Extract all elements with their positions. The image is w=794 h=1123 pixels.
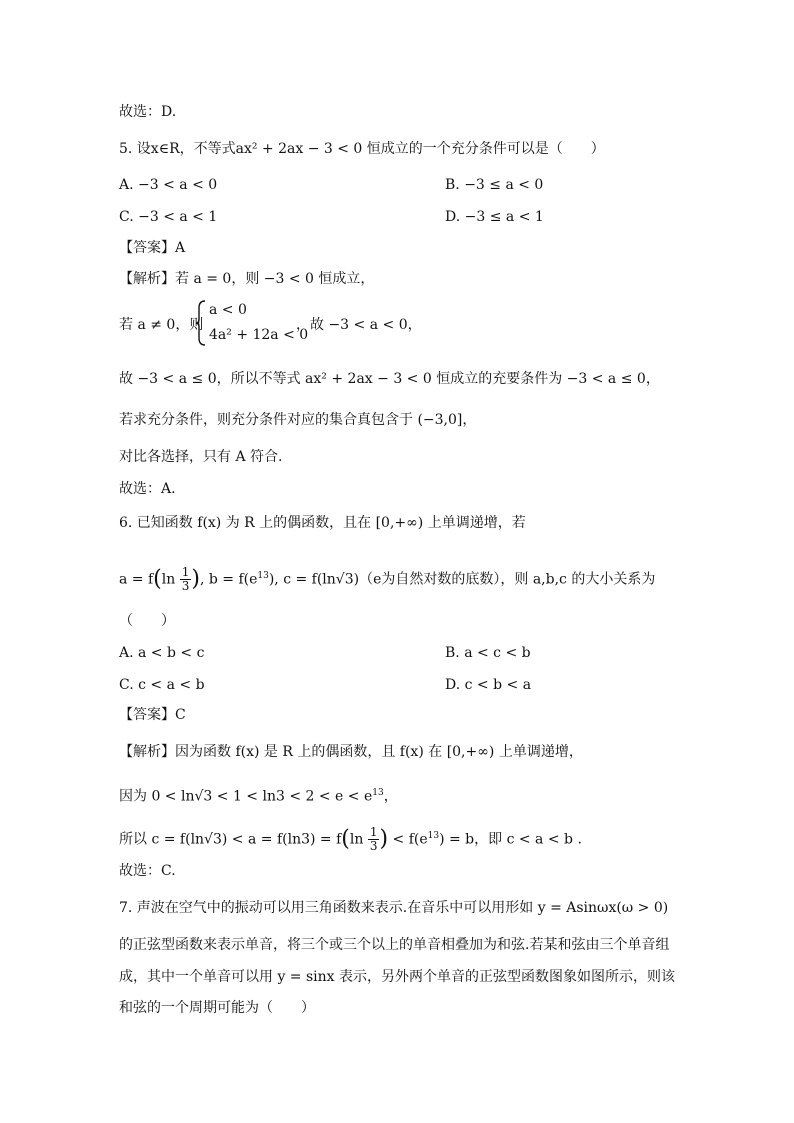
q6-solution-3-post: < f(e [388, 831, 428, 848]
q6-answer-paren: （ ） [119, 613, 175, 629]
q6-def-c: ), c = f(ln√3) [268, 571, 360, 588]
q6-solution-3-pre: 所以 c = f(ln√3) < a = f(ln3) = f [119, 831, 342, 848]
q6-option-d: D. c < b < a [445, 677, 532, 693]
q6-solution-3-ln: ln [349, 831, 364, 848]
q4-conclusion: 故选：D. [119, 104, 177, 120]
q6-exponent: 13 [257, 570, 269, 581]
q6-solution-3 [119, 826, 582, 853]
q6-solution-3-exponent: 13 [427, 830, 440, 841]
q5-solution-5: 对比各选择，只有 A 符合. [119, 449, 283, 465]
q6-answer: 【答案】C [119, 707, 186, 723]
q6-solution-2-post: ， [383, 788, 398, 805]
q7-stem-2: 的正弦型函数来表示单音，将三个或三个以上的单音相叠加为和弦.若某和弦由三个单音组 [119, 937, 670, 953]
fraction-numerator: 1 [369, 825, 378, 839]
fraction-one-third [180, 566, 192, 593]
q5-answer: 【答案】A [119, 240, 186, 256]
q6-solution-2-text: 因为 0 < ln√3 < 1 < ln3 < 2 < e < e [119, 788, 373, 805]
q6-stem: 6. 已知函数 f(x) 为 R 上的偶函数，且在 [0,+∞) 上单调递增，若 [119, 515, 526, 531]
q5-option-c: C. −3 < a < 1 [119, 209, 218, 225]
q5-system-row-1: a < 0 [209, 302, 247, 318]
q5-option-b: B. −3 ≤ a < 0 [445, 177, 544, 193]
q7-stem-1: 7. 声波在空气中的振动可以用三角函数来表示.在音乐中可以用形如 y = Asinωx(ω > 0) [119, 900, 669, 916]
q6-solution-2-exponent: 13 [372, 788, 384, 798]
q6-option-b: B. a < c < b [445, 645, 531, 661]
q6-option-c: C. c < a < b [119, 677, 205, 693]
q5-system-row-2: 4a² + 12a < 0 [209, 327, 309, 343]
q5-solution-3: 故 −3 < a ≤ 0，所以不等式 ax² + 2ax − 3 < 0 恒成立的充要条件为 −3 < a ≤ 0， [119, 371, 660, 387]
right-paren: ) [379, 826, 389, 852]
left-brace-icon [195, 300, 207, 346]
q5-option-d: D. −3 ≤ a < 1 [445, 209, 544, 225]
q6-def-tail: （e为自然对数的底数），则 a,b,c 的大小关系为 [359, 571, 656, 588]
left-paren: ( [341, 826, 350, 852]
q5-solution-2-suffix: ，故 −3 < a < 0， [296, 317, 422, 333]
q6-solution-1: 【解析】因为函数 f(x) 是 R 上的偶函数，且 f(x) 在 [0,+∞) 上单调递增， [119, 744, 583, 760]
q5-conclusion: 故选：A. [119, 481, 176, 497]
q6-def-b: , b = f(e [199, 571, 258, 588]
q6-solution-2 [119, 784, 398, 806]
right-paren: ) [191, 566, 200, 592]
q5-option-a: A. −3 < a < 0 [119, 177, 218, 193]
q6-conclusion: 故选：C. [119, 863, 176, 879]
q6-option-a: A. a < b < c [119, 645, 205, 661]
q6-solution-3-tail: ) = b，即 c < a < b . [439, 831, 582, 848]
q7-stem-4: 和弦的一个周期可能为（ ） [119, 1000, 315, 1016]
q6-def-a: a = f [119, 571, 154, 588]
q5-solution-1: 【解析】若 a = 0，则 −3 < 0 恒成立， [119, 271, 375, 287]
q5-solution-4: 若求充分条件，则充分条件对应的集合真包含于 (−3,0]， [119, 412, 477, 428]
q5-stem: 5. 设x∈R，不等式ax² + 2ax − 3 < 0 恒成立的一个充分条件可以是（ ） [119, 141, 605, 157]
q6-definition [119, 566, 655, 593]
fraction-denominator: 3 [181, 579, 190, 593]
fraction-denominator: 3 [369, 839, 378, 853]
q5-solution-2-prefix: 若 a ≠ 0，则 [119, 317, 204, 333]
left-paren: ( [153, 566, 162, 592]
q7-stem-3: 成，其中一个单音可以用 y = sinx 表示，另外两个单音的正弦型函数图象如图所示，则该 [119, 969, 676, 985]
fraction-numerator: 1 [181, 565, 190, 579]
fraction-one-third [368, 826, 380, 853]
q6-ln: ln [161, 571, 176, 588]
